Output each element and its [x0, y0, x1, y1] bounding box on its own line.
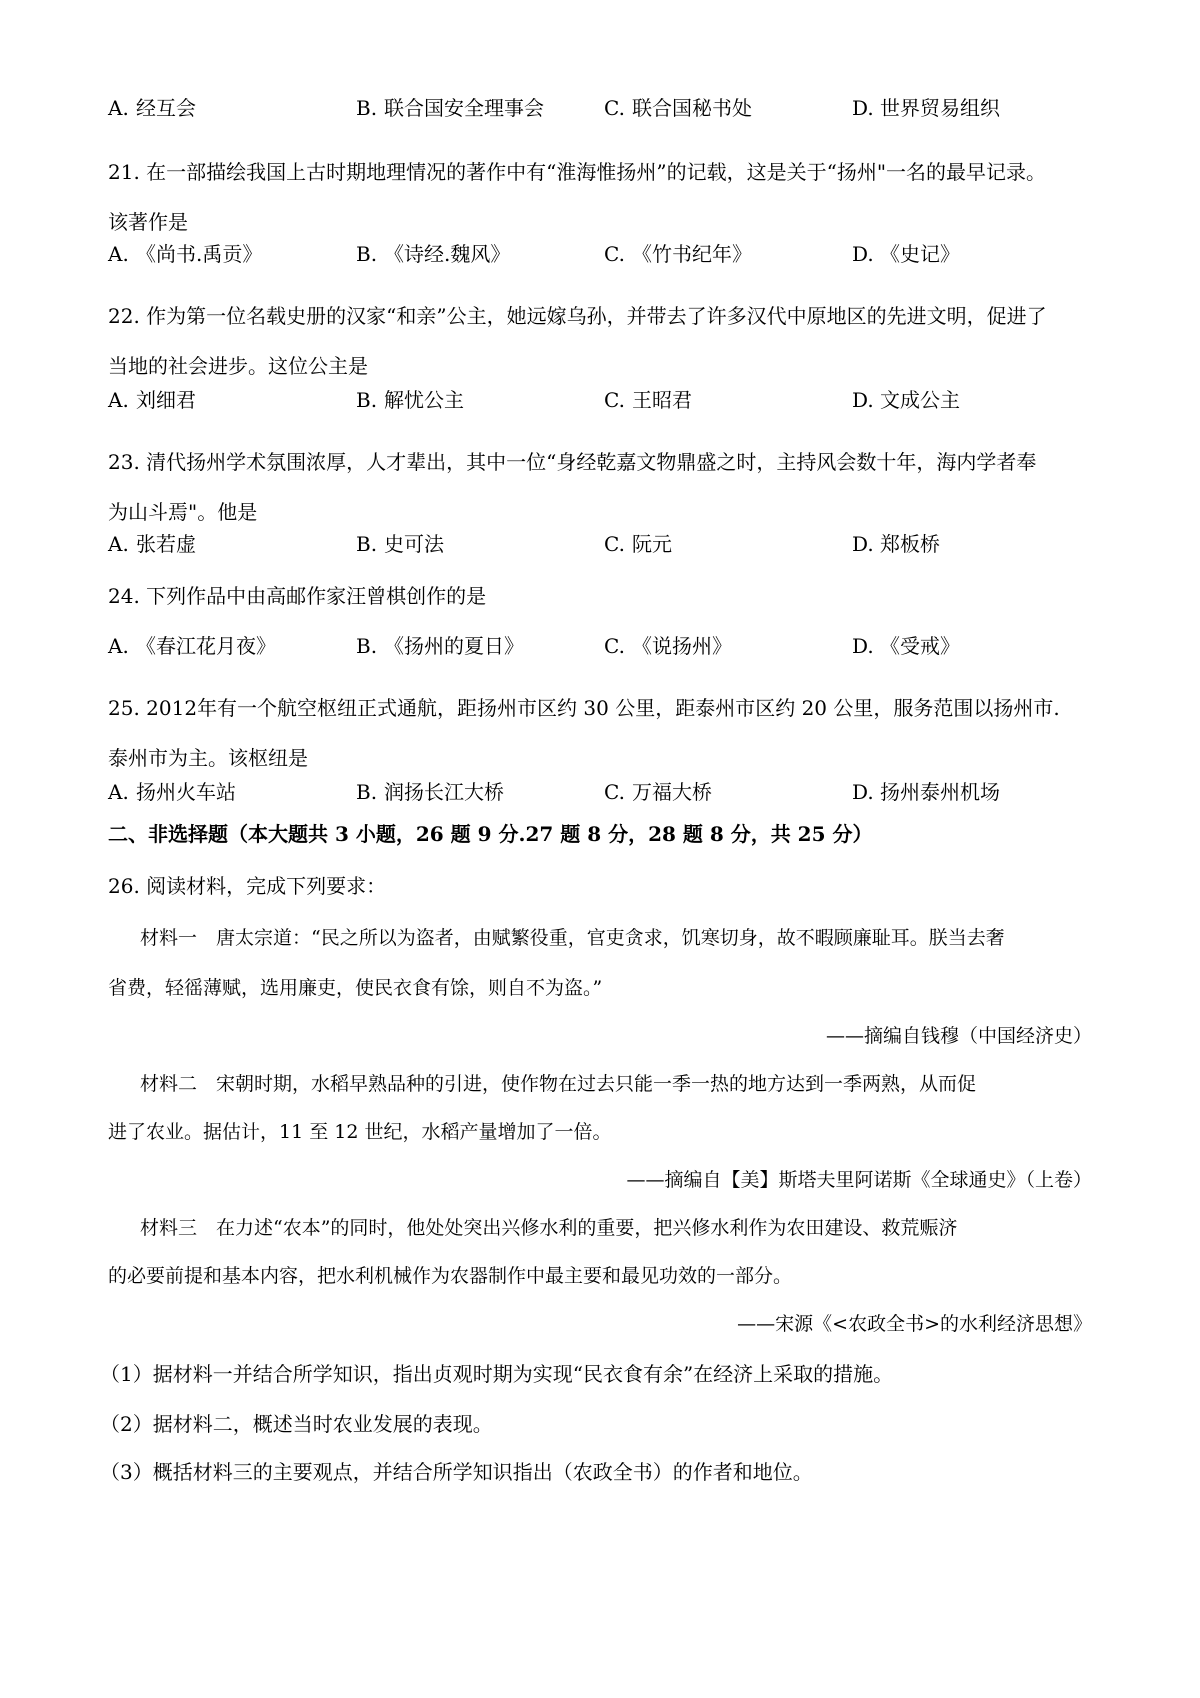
option-c: C. 《说扬州》: [604, 634, 732, 658]
option-c: C. 王昭君: [604, 388, 692, 412]
option-c: C. 《竹书纪年》: [604, 242, 752, 266]
option-d: D. 文成公主: [852, 388, 960, 412]
q22-stem-line2: 当地的社会进步。这位公主是: [108, 354, 368, 378]
option-d: D. 《受戒》: [852, 634, 960, 658]
q22-options: [108, 386, 1108, 416]
material-1-source: ——摘编自钱穆（中国经济史）: [825, 1025, 1092, 1047]
option-d: D. 郑板桥: [852, 532, 940, 556]
option-a: A. 经互会: [108, 96, 196, 120]
q22-stem-line1: 22. 作为第一位名载史册的汉家“和亲”公主，她远嫁乌孙，并带去了许多汉代中原地区的先进文明，促进了: [108, 304, 1047, 328]
material-1-line1: 材料一 唐太宗道：“民之所以为盗者，由赋繁役重，官吏贪求，饥寒切身，故不暇顾廉耻耳。朕当去奢: [140, 927, 1005, 949]
material-3-source: ——宋源《<农政全书>的水利经济思想》: [737, 1313, 1092, 1335]
q23-stem-line2: 为山斗焉"。他是: [108, 500, 258, 524]
option-c: C. 联合国秘书处: [604, 96, 752, 120]
q21-options: [108, 240, 1108, 270]
q23-stem-line1: 23. 清代扬州学术氛围浓厚，人才辈出，其中一位“身经乾嘉文物鼎盛之时，主持风会数十年，海内学者奉: [108, 450, 1037, 474]
material-1-line2: 省费，轻徭薄赋，选用廉吏，使民衣食有馀，则自不为盗。”: [108, 977, 603, 999]
option-d: D. 世界贸易组织: [852, 96, 1000, 120]
option-a: A. 扬州火车站: [108, 780, 236, 804]
q26-question-2: （2）据材料二，概述当时农业发展的表现。: [100, 1412, 493, 1436]
option-b: B. 解忧公主: [356, 388, 464, 412]
option-a: A. 刘细君: [108, 388, 196, 412]
option-c: C. 万福大桥: [604, 780, 712, 804]
option-b: B. 润扬长江大桥: [356, 780, 504, 804]
q25-stem-line1: 25. 2012年有一个航空枢纽正式通航，距扬州市区约 30 公里，距泰州市区约 20 公里，服务范围以扬州市.: [108, 696, 1060, 720]
q24-stem-line1: 24. 下列作品中由高邮作家汪曾棋创作的是: [108, 584, 487, 608]
q25-options: [108, 778, 1108, 808]
q26-question-3: （3）概括材料三的主要观点，并结合所学知识指出（农政全书）的作者和地位。: [100, 1460, 813, 1484]
material-2-source: ——摘编自【美】斯塔夫里阿诺斯《全球通史》（上卷）: [626, 1169, 1092, 1191]
option-a: A. 张若虚: [108, 532, 196, 556]
option-b: B. 史可法: [356, 532, 444, 556]
q25-stem-line2: 泰州市为主。该枢纽是: [108, 746, 308, 770]
q24-options: [108, 632, 1108, 662]
material-2-line1: 材料二 宋朝时期，水稻早熟品种的引进，使作物在过去只能一季一热的地方达到一季两熟，从而促: [140, 1073, 977, 1095]
q21-stem-line1: 21. 在一部描绘我国上古时期地理情况的著作中有“淮海惟扬州”的记载，这是关于“扬州"一名的最早记录。: [108, 160, 1047, 184]
q21-stem-line2: 该著作是: [108, 210, 188, 234]
q26-intro: 26. 阅读材料，完成下列要求：: [108, 874, 387, 898]
option-a: A. 《春江花月夜》: [108, 634, 276, 658]
q26-question-1: （1）据材料一并结合所学知识，指出贞观时期为实现“民衣食有余”在经济上采取的措施。: [100, 1362, 894, 1386]
section-heading: 二、非选择题（本大题共 3 小题，26 题 9 分.27 题 8 分，28 题 8 分，共 25 分）: [108, 822, 873, 846]
option-c: C. 阮元: [604, 532, 672, 556]
option-b: B. 《扬州的夏日》: [356, 634, 524, 658]
q23-options: [108, 530, 1108, 560]
material-2-line2: 进了农业。据估计，11 至 12 世纪，水稻产量增加了一倍。: [108, 1121, 612, 1143]
material-3-line1: 材料三 在力述“农本”的同时，他处处突出兴修水利的重要，把兴修水利作为农田建设、救荒赈济: [140, 1217, 958, 1239]
option-d: D. 扬州泰州机场: [852, 780, 1000, 804]
option-a: A. 《尚书.禹贡》: [108, 242, 263, 266]
option-d: D. 《史记》: [852, 242, 960, 266]
q20-options: [108, 94, 1108, 124]
material-3-line2: 的必要前提和基本内容，把水利机械作为农器制作中最主要和最见功效的一部分。: [108, 1265, 793, 1287]
option-b: B. 联合国安全理事会: [356, 96, 544, 120]
option-b: B. 《诗经.魏风》: [356, 242, 511, 266]
